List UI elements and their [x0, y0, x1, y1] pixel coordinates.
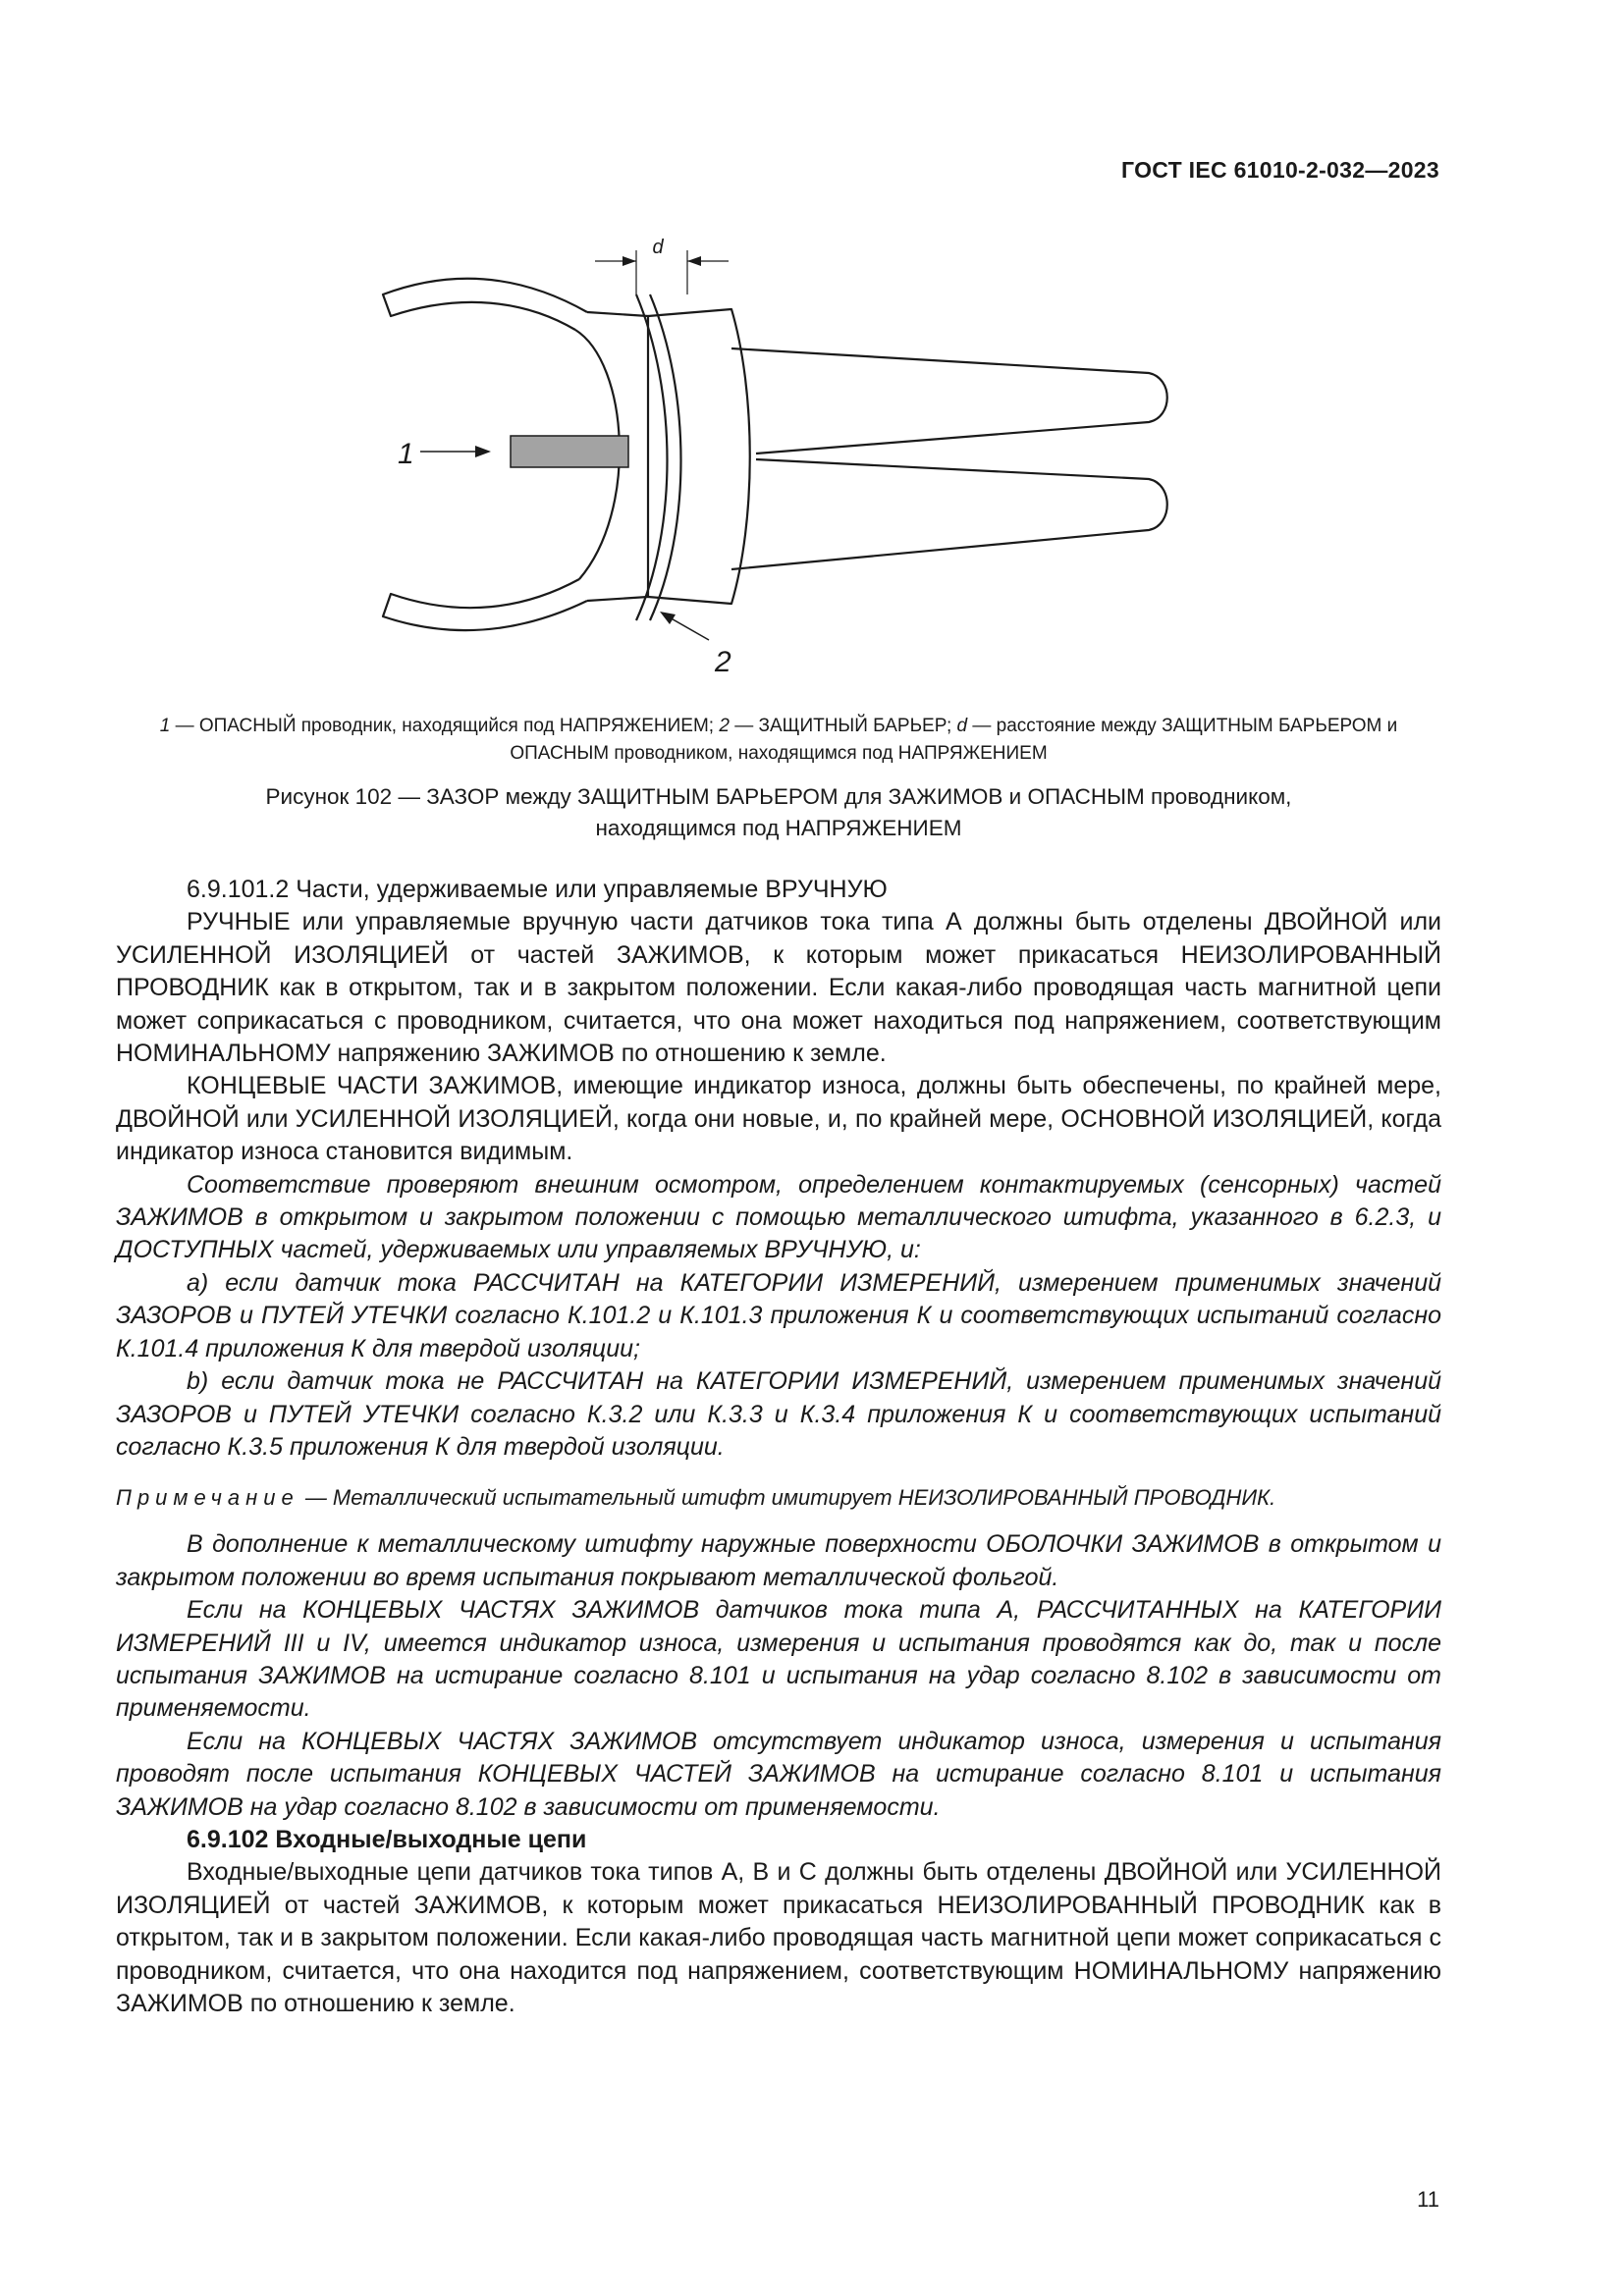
- legend-key-d: d: [956, 716, 968, 736]
- list-item-b: b) если датчик тока не РАССЧИТАН на КАТЕГОРИИ ИЗМЕРЕНИЙ, измерением применимых значений ЗАЗОРОВ и ПУТЕЙ УТЕЧКИ согласно К.3.2 или К.3.3 и К.3.4 приложения К и соответствующих испытаний согласно К.3.5 приложения К для твердой изоляции.: [116, 1367, 1441, 1461]
- document-header-top: ГОСТ IEC 61010-2-032—2023: [1121, 157, 1439, 183]
- page-number: 11: [1417, 2187, 1439, 2212]
- paragraph: КОНЦЕВЫЕ ЧАСТИ ЗАЖИМОВ, имеющие индикатор износа, должны быть обеспечены, по крайней мере, ДВОЙНОЙ или УСИЛЕННОЙ ИЗОЛЯЦИЕЙ, когда они новые, и, по крайней мере, ОСНОВНОЙ ИЗОЛЯЦИЕЙ, когда индикатор износа становится видимым.: [116, 1072, 1441, 1166]
- legend-text-1: — ОПАСНЫЙ проводник, находящийся под НАПРЯЖЕНИЕМ;: [170, 716, 720, 736]
- figure-overlay: [0, 0, 1624, 707]
- note: [116, 1483, 1441, 1513]
- section-heading: 6.9.102 Входные/выходные цепи: [187, 1825, 587, 1853]
- legend-key-1: 1: [159, 716, 171, 736]
- figure-legend: [116, 713, 1441, 768]
- caption-line-2: находящимся под НАПРЯЖЕНИЕМ: [595, 816, 962, 840]
- caption-line-1: Рисунок 102 — ЗАЗОР между ЗАЩИТНЫМ БАРЬЕРОМ для ЗАЖИМОВ и ОПАСНЫМ проводником,: [265, 784, 1292, 809]
- label-two: 2: [715, 646, 731, 678]
- note-text: — Металлический испытательный штифт имитирует НЕИЗОЛИРОВАННЫЙ ПРОВОДНИК.: [298, 1485, 1276, 1511]
- label-one: 1: [398, 438, 414, 470]
- paragraph: В дополнение к металлическому штифту наружные поверхности ОБОЛОЧКИ ЗАЖИМОВ в открытом и закрытом положении во время испытания покрывают металлической фольгой.: [116, 1530, 1441, 1591]
- legend-text-2: — ЗАЩИТНЫЙ БАРЬЕР;: [729, 716, 957, 736]
- paragraph: РУЧНЫЕ или управляемые вручную части датчиков тока типа А должны быть отделены ДВОЙНОЙ или УСИЛЕННОЙ ИЗОЛЯЦИЕЙ от частей ЗАЖИМОВ, к которым может прикасаться НЕИЗОЛИРОВАННЫЙ ПРОВОДНИК как в открытом, так и в закрытом положении. Если какая-либо проводящая часть магнитной цепи может соприкасаться с проводником, считается, что она может находиться под напряжением, соответствующим НОМИНАЛЬНОМУ напряжению ЗАЖИМОВ по отношению к земле.: [116, 908, 1441, 1068]
- subsection-heading: 6.9.101.2 Части, удерживаемые или управляемые ВРУЧНУЮ: [187, 876, 888, 903]
- note-label: Примечание: [116, 1485, 299, 1511]
- figure-caption: [116, 781, 1441, 844]
- paragraph: Если на КОНЦЕВЫХ ЧАСТЯХ ЗАЖИМОВ отсутствует индикатор износа, измерения и испытания проводят после испытания КОНЦЕВЫХ ЧАСТЕЙ ЗАЖИМОВ на истирание согласно 8.101 и испытания ЗАЖИМОВ на удар согласно 8.102 в зависимости от применяемости.: [116, 1727, 1441, 1821]
- legend-text-d: — расстояние между ЗАЩИТНЫМ БАРЬЕРОМ и ОПАСНЫМ проводником, находящимся под НАПРЯЖЕНИЕМ: [510, 716, 1398, 764]
- body-text: [116, 874, 1441, 2020]
- legend-key-2: 2: [719, 716, 730, 736]
- dimension-d-label: d: [652, 237, 664, 258]
- compliance-paragraph: Соответствие проверяют внешним осмотром, определением контактируемых (сенсорных) частей ЗАЖИМОВ в открытом и закрытом положении с помощью металлического штифта, указанного в 6.2.3, и ДОСТУПНЫХ частей, удерживаемых или управляемых ВРУЧНУЮ, и:: [116, 1170, 1441, 1264]
- paragraph: Если на КОНЦЕВЫХ ЧАСТЯХ ЗАЖИМОВ датчиков тока типа А, РАССЧИТАННЫХ на КАТЕГОРИИ ИЗМЕРЕНИЙ III и IV, имеется индикатор износа, измерения и испытания проводятся как до, так и после испытания ЗАЖИМОВ на истирание согласно 8.101 и испытания на удар согласно 8.102 в зависимости от применяемости.: [116, 1596, 1441, 1723]
- conductor-bar: [511, 436, 628, 467]
- paragraph: Входные/выходные цепи датчиков тока типов А, В и С должны быть отделены ДВОЙНОЙ или УСИЛЕННОЙ ИЗОЛЯЦИЕЙ от частей ЗАЖИМОВ, к которым может прикасаться НЕИЗОЛИРОВАННЫЙ ПРОВОДНИК как в открытом, так и в закрытом положении. Если какая-либо проводящая часть магнитной цепи может соприкасаться с проводником, считается, что она находится под напряжением, соответствующим НОМИНАЛЬНОМУ напряжению ЗАЖИМОВ по отношению к земле.: [116, 1858, 1441, 2017]
- list-item-a: a) если датчик тока РАССЧИТАН на КАТЕГОРИИ ИЗМЕРЕНИЙ, измерением применимых значений ЗАЗОРОВ и ПУТЕЙ УТЕЧКИ согласно К.101.2 и К.101.3 приложения К и соответствующих испытаний согласно К.101.4 приложения К для твердой изоляции;: [116, 1268, 1441, 1362]
